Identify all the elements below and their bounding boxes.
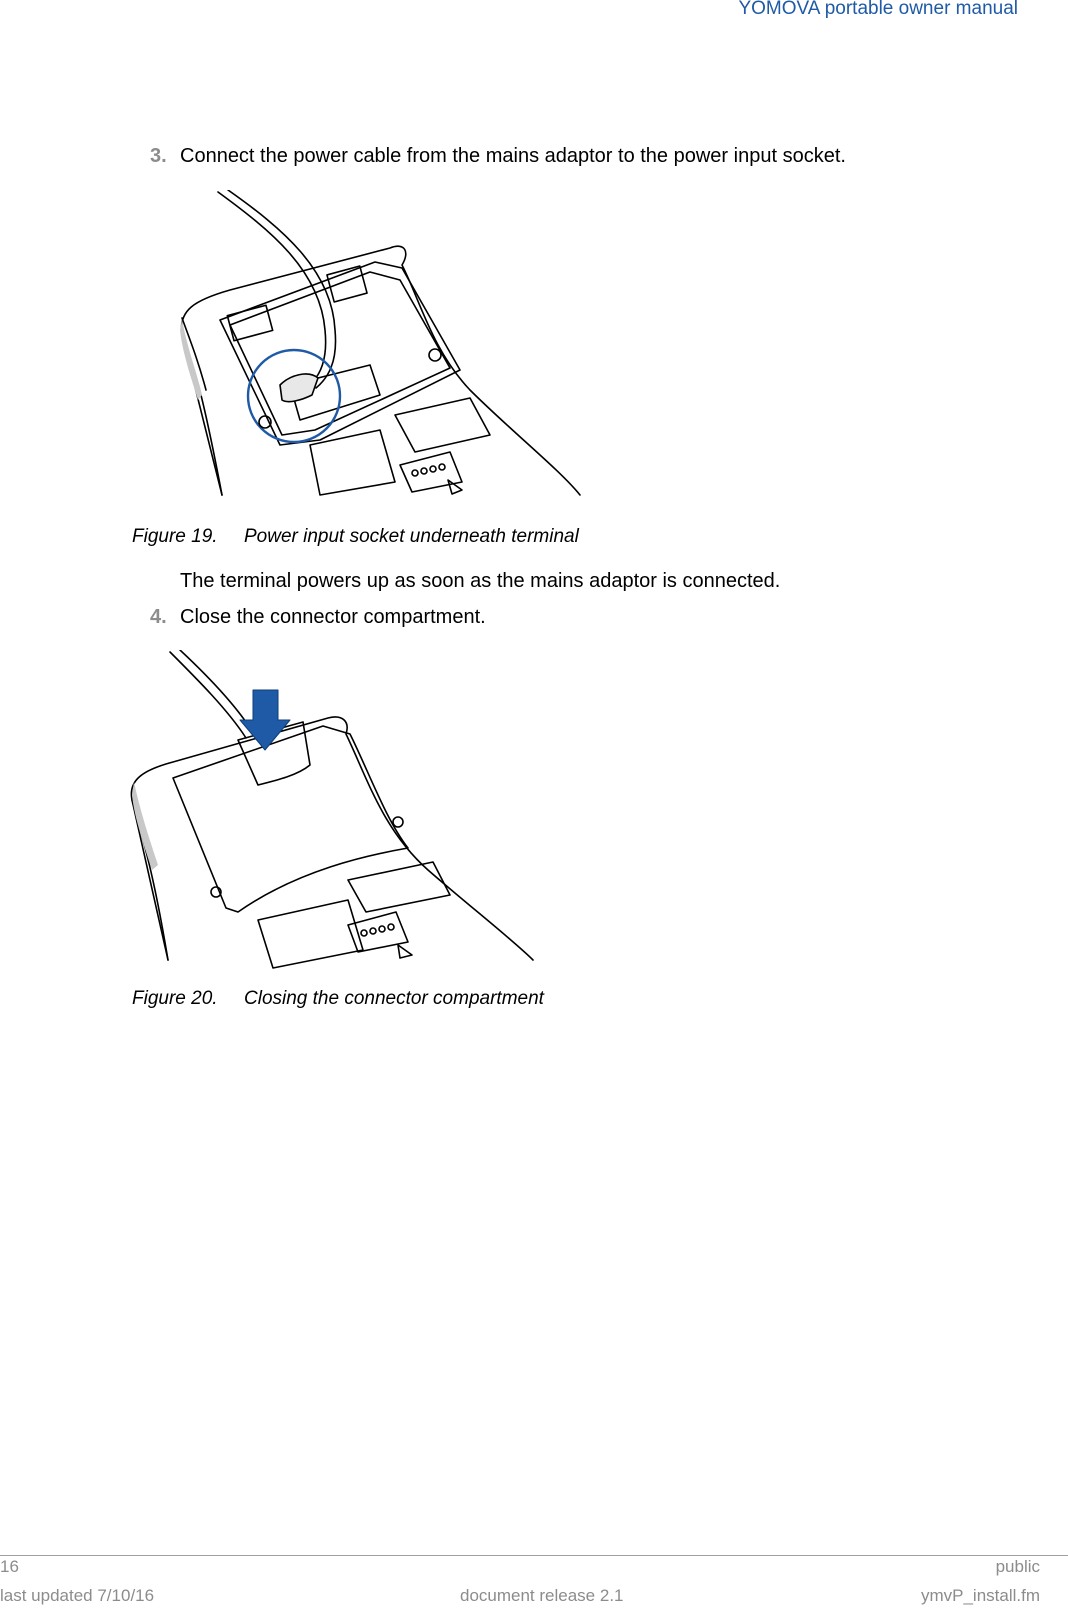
step-number: 4. (150, 606, 167, 628)
footer-classification: public (995, 1557, 1040, 1576)
figure-19-caption (132, 526, 579, 548)
footer-release: document release 2.1 (460, 1586, 624, 1605)
footer-filename: ymvP_install.fm (920, 1586, 1040, 1605)
footer-page-number: 16 (0, 1557, 19, 1576)
figure-number: Figure 20. (132, 988, 218, 1009)
step-text: Connect the power cable from the mains adaptor to the power input socket. (180, 145, 846, 167)
figure-19-illustration (170, 190, 590, 502)
figure-caption-text: Closing the connector compartment (244, 988, 544, 1009)
figure-20-illustration (128, 650, 548, 970)
footer-divider (0, 1555, 1068, 1556)
figure-20-caption (132, 988, 544, 1010)
figure-caption-text: Power input socket underneath terminal (244, 526, 579, 547)
step-3 (150, 145, 846, 168)
step-number: 3. (150, 145, 167, 167)
footer-last-updated: last updated 7/10/16 (0, 1586, 155, 1605)
step-text: Close the connector compartment. (180, 606, 486, 628)
body-paragraph: The terminal powers up as soon as the mains adaptor is connected. (180, 570, 781, 592)
step-4 (150, 606, 486, 629)
running-header-title: YOMOVA portable owner manual (738, 0, 1018, 19)
figure-number: Figure 19. (132, 526, 218, 547)
